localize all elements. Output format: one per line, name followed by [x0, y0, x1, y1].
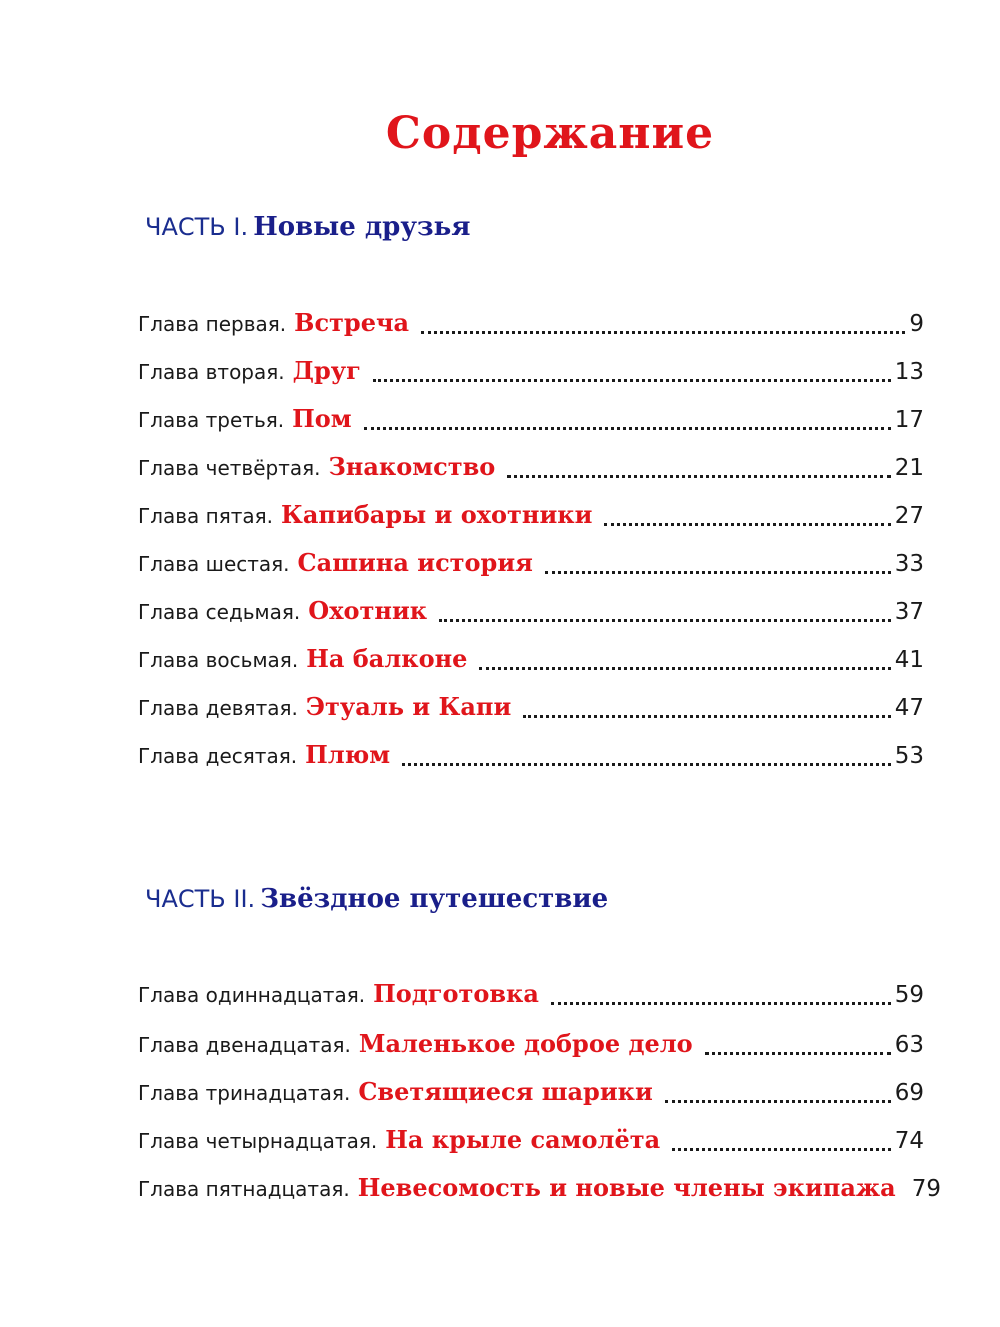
part-name: Новые друзья — [253, 212, 471, 242]
toc-row[interactable] — [138, 644, 924, 678]
page-number: 41 — [894, 647, 924, 673]
toc-row[interactable] — [138, 404, 924, 438]
page-number: 63 — [894, 1032, 924, 1058]
chapter-title: Встреча — [294, 308, 410, 337]
chapter-label: Глава пятая. — [138, 504, 274, 528]
toc-row[interactable] — [138, 548, 924, 582]
chapter-label: Глава двенадцатая. — [138, 1033, 351, 1057]
page-number: 33 — [894, 551, 924, 577]
part-name: Звёздное путешествие — [260, 884, 609, 914]
chapter-label: Глава седьмая. — [138, 600, 301, 624]
page-number: 37 — [894, 599, 924, 625]
part-label: ЧАСТЬ II. — [145, 885, 256, 913]
dot-leader — [364, 427, 891, 430]
chapter-label: Глава девятая. — [138, 696, 298, 720]
page-title: Содержание — [385, 108, 715, 159]
toc-row[interactable] — [138, 308, 924, 342]
page-number: 27 — [894, 503, 924, 529]
page-number: 74 — [894, 1128, 924, 1154]
part-label: ЧАСТЬ I. — [145, 213, 249, 241]
chapter-label: Глава шестая. — [138, 552, 290, 576]
dot-leader — [479, 667, 890, 670]
dot-leader — [507, 475, 890, 478]
toc-row[interactable] — [138, 1125, 924, 1159]
page-number: 53 — [894, 743, 924, 769]
toc-row[interactable] — [138, 1173, 941, 1207]
toc-row[interactable] — [138, 1077, 924, 1111]
toc-row[interactable] — [138, 1029, 924, 1063]
page-number: 47 — [894, 695, 924, 721]
chapter-title: Сашина история — [297, 548, 533, 577]
toc-row[interactable] — [138, 452, 924, 486]
page-number: 9 — [909, 311, 924, 337]
dot-leader — [672, 1148, 891, 1151]
chapter-title: Подготовка — [373, 979, 539, 1008]
toc-row[interactable] — [138, 740, 924, 774]
chapter-title: Пом — [292, 404, 352, 433]
chapter-label: Глава вторая. — [138, 360, 285, 384]
toc-row[interactable] — [138, 500, 924, 534]
dot-leader — [551, 1002, 891, 1005]
chapter-title: Этуаль и Капи — [305, 692, 512, 721]
chapter-title: Охотник — [308, 596, 428, 625]
chapter-label: Глава четвёртая. — [138, 456, 321, 480]
chapter-title: Светящиеся шарики — [358, 1077, 653, 1106]
dot-leader — [373, 379, 891, 382]
toc-row[interactable] — [138, 596, 924, 630]
chapter-label: Глава первая. — [138, 312, 287, 336]
dot-leader — [604, 523, 890, 526]
dot-leader — [705, 1052, 891, 1055]
chapter-title: Знакомство — [328, 452, 496, 481]
page-number: 59 — [894, 982, 924, 1008]
dot-leader — [439, 619, 891, 622]
chapter-title: На балконе — [306, 644, 468, 673]
chapter-title: Маленькое доброе дело — [358, 1029, 693, 1058]
toc-row[interactable] — [138, 979, 924, 1013]
page-number: 17 — [894, 407, 924, 433]
chapter-title: Капибары и охотники — [281, 500, 593, 529]
dot-leader — [545, 571, 891, 574]
toc-row[interactable] — [138, 356, 924, 390]
dot-leader — [523, 715, 890, 718]
toc-row[interactable] — [138, 692, 924, 726]
chapter-title: Плюм — [305, 740, 391, 769]
chapter-title: На крыле самолёта — [385, 1125, 661, 1154]
part-heading-2 — [145, 879, 608, 922]
chapter-label: Глава десятая. — [138, 744, 298, 768]
chapter-label: Глава четырнадцатая. — [138, 1129, 378, 1153]
page-number: 69 — [894, 1080, 924, 1106]
chapter-label: Глава одиннадцатая. — [138, 983, 366, 1007]
chapter-label: Глава тринадцатая. — [138, 1081, 351, 1105]
part-heading-1 — [145, 207, 470, 250]
page-number: 21 — [894, 455, 924, 481]
page-number: 79 — [911, 1176, 941, 1202]
page-number: 13 — [894, 359, 924, 385]
chapter-title: Друг — [292, 356, 361, 385]
chapter-title: Невесомость и новые члены экипажа — [357, 1173, 896, 1202]
dot-leader — [421, 331, 905, 334]
chapter-label: Глава восьмая. — [138, 648, 299, 672]
chapter-label: Глава третья. — [138, 408, 285, 432]
chapter-label: Глава пятнадцатая. — [138, 1177, 350, 1201]
dot-leader — [402, 763, 891, 766]
dot-leader — [665, 1100, 891, 1103]
